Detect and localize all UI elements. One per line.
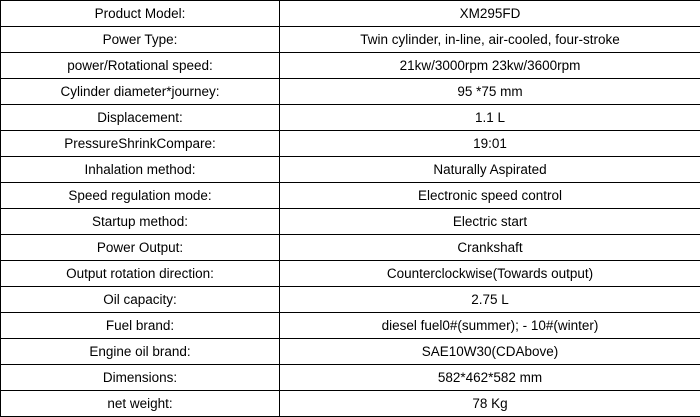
spec-value: Crankshaft [280,235,700,261]
table-row [1,313,700,339]
table-row [1,209,700,235]
table-row [1,157,700,183]
spec-label: Engine oil brand: [1,339,280,365]
table-row [1,1,700,27]
spec-value: SAE10W30(CDAbove) [280,339,700,365]
table-row [1,131,700,157]
spec-value: Electronic speed control [280,183,700,209]
spec-value: 21kw/3000rpm 23kw/3600rpm [280,53,700,79]
spec-value: Naturally Aspirated [280,157,700,183]
spec-label: PressureShrinkCompare: [1,131,280,157]
table-row [1,183,700,209]
spec-label: Speed regulation mode: [1,183,280,209]
spec-value: 19:01 [280,131,700,157]
spec-label: Power Output: [1,235,280,261]
spec-value: Electric start [280,209,700,235]
spec-label: Startup method: [1,209,280,235]
table-row [1,105,700,131]
spec-label: Oil capacity: [1,287,280,313]
table-row [1,287,700,313]
spec-value: diesel fuel0#(summer); - 10#(winter) [280,313,700,339]
table-row [1,79,700,105]
spec-value: 2.75 L [280,287,700,313]
table-row [1,235,700,261]
spec-value: 582*462*582 mm [280,365,700,391]
spec-value: XM295FD [280,1,700,27]
spec-value: 95 *75 mm [280,79,700,105]
spec-label: Fuel brand: [1,313,280,339]
spec-table-body [1,1,700,417]
spec-value: 1.1 L [280,105,700,131]
spec-value: Twin cylinder, in-line, air-cooled, four-stroke [280,27,700,53]
spec-label: net weight: [1,391,280,417]
spec-label: Output rotation direction: [1,261,280,287]
table-row [1,53,700,79]
spec-label: power/Rotational speed: [1,53,280,79]
table-row [1,391,700,417]
table-row [1,27,700,53]
spec-label: Inhalation method: [1,157,280,183]
spec-label: Cylinder diameter*journey: [1,79,280,105]
table-row [1,339,700,365]
spec-value: Counterclockwise(Towards output) [280,261,700,287]
spec-label: Displacement: [1,105,280,131]
table-row [1,261,700,287]
spec-label: Power Type: [1,27,280,53]
spec-value: 78 Kg [280,391,700,417]
spec-label: Dimensions: [1,365,280,391]
spec-label: Product Model: [1,1,280,27]
table-row [1,365,700,391]
